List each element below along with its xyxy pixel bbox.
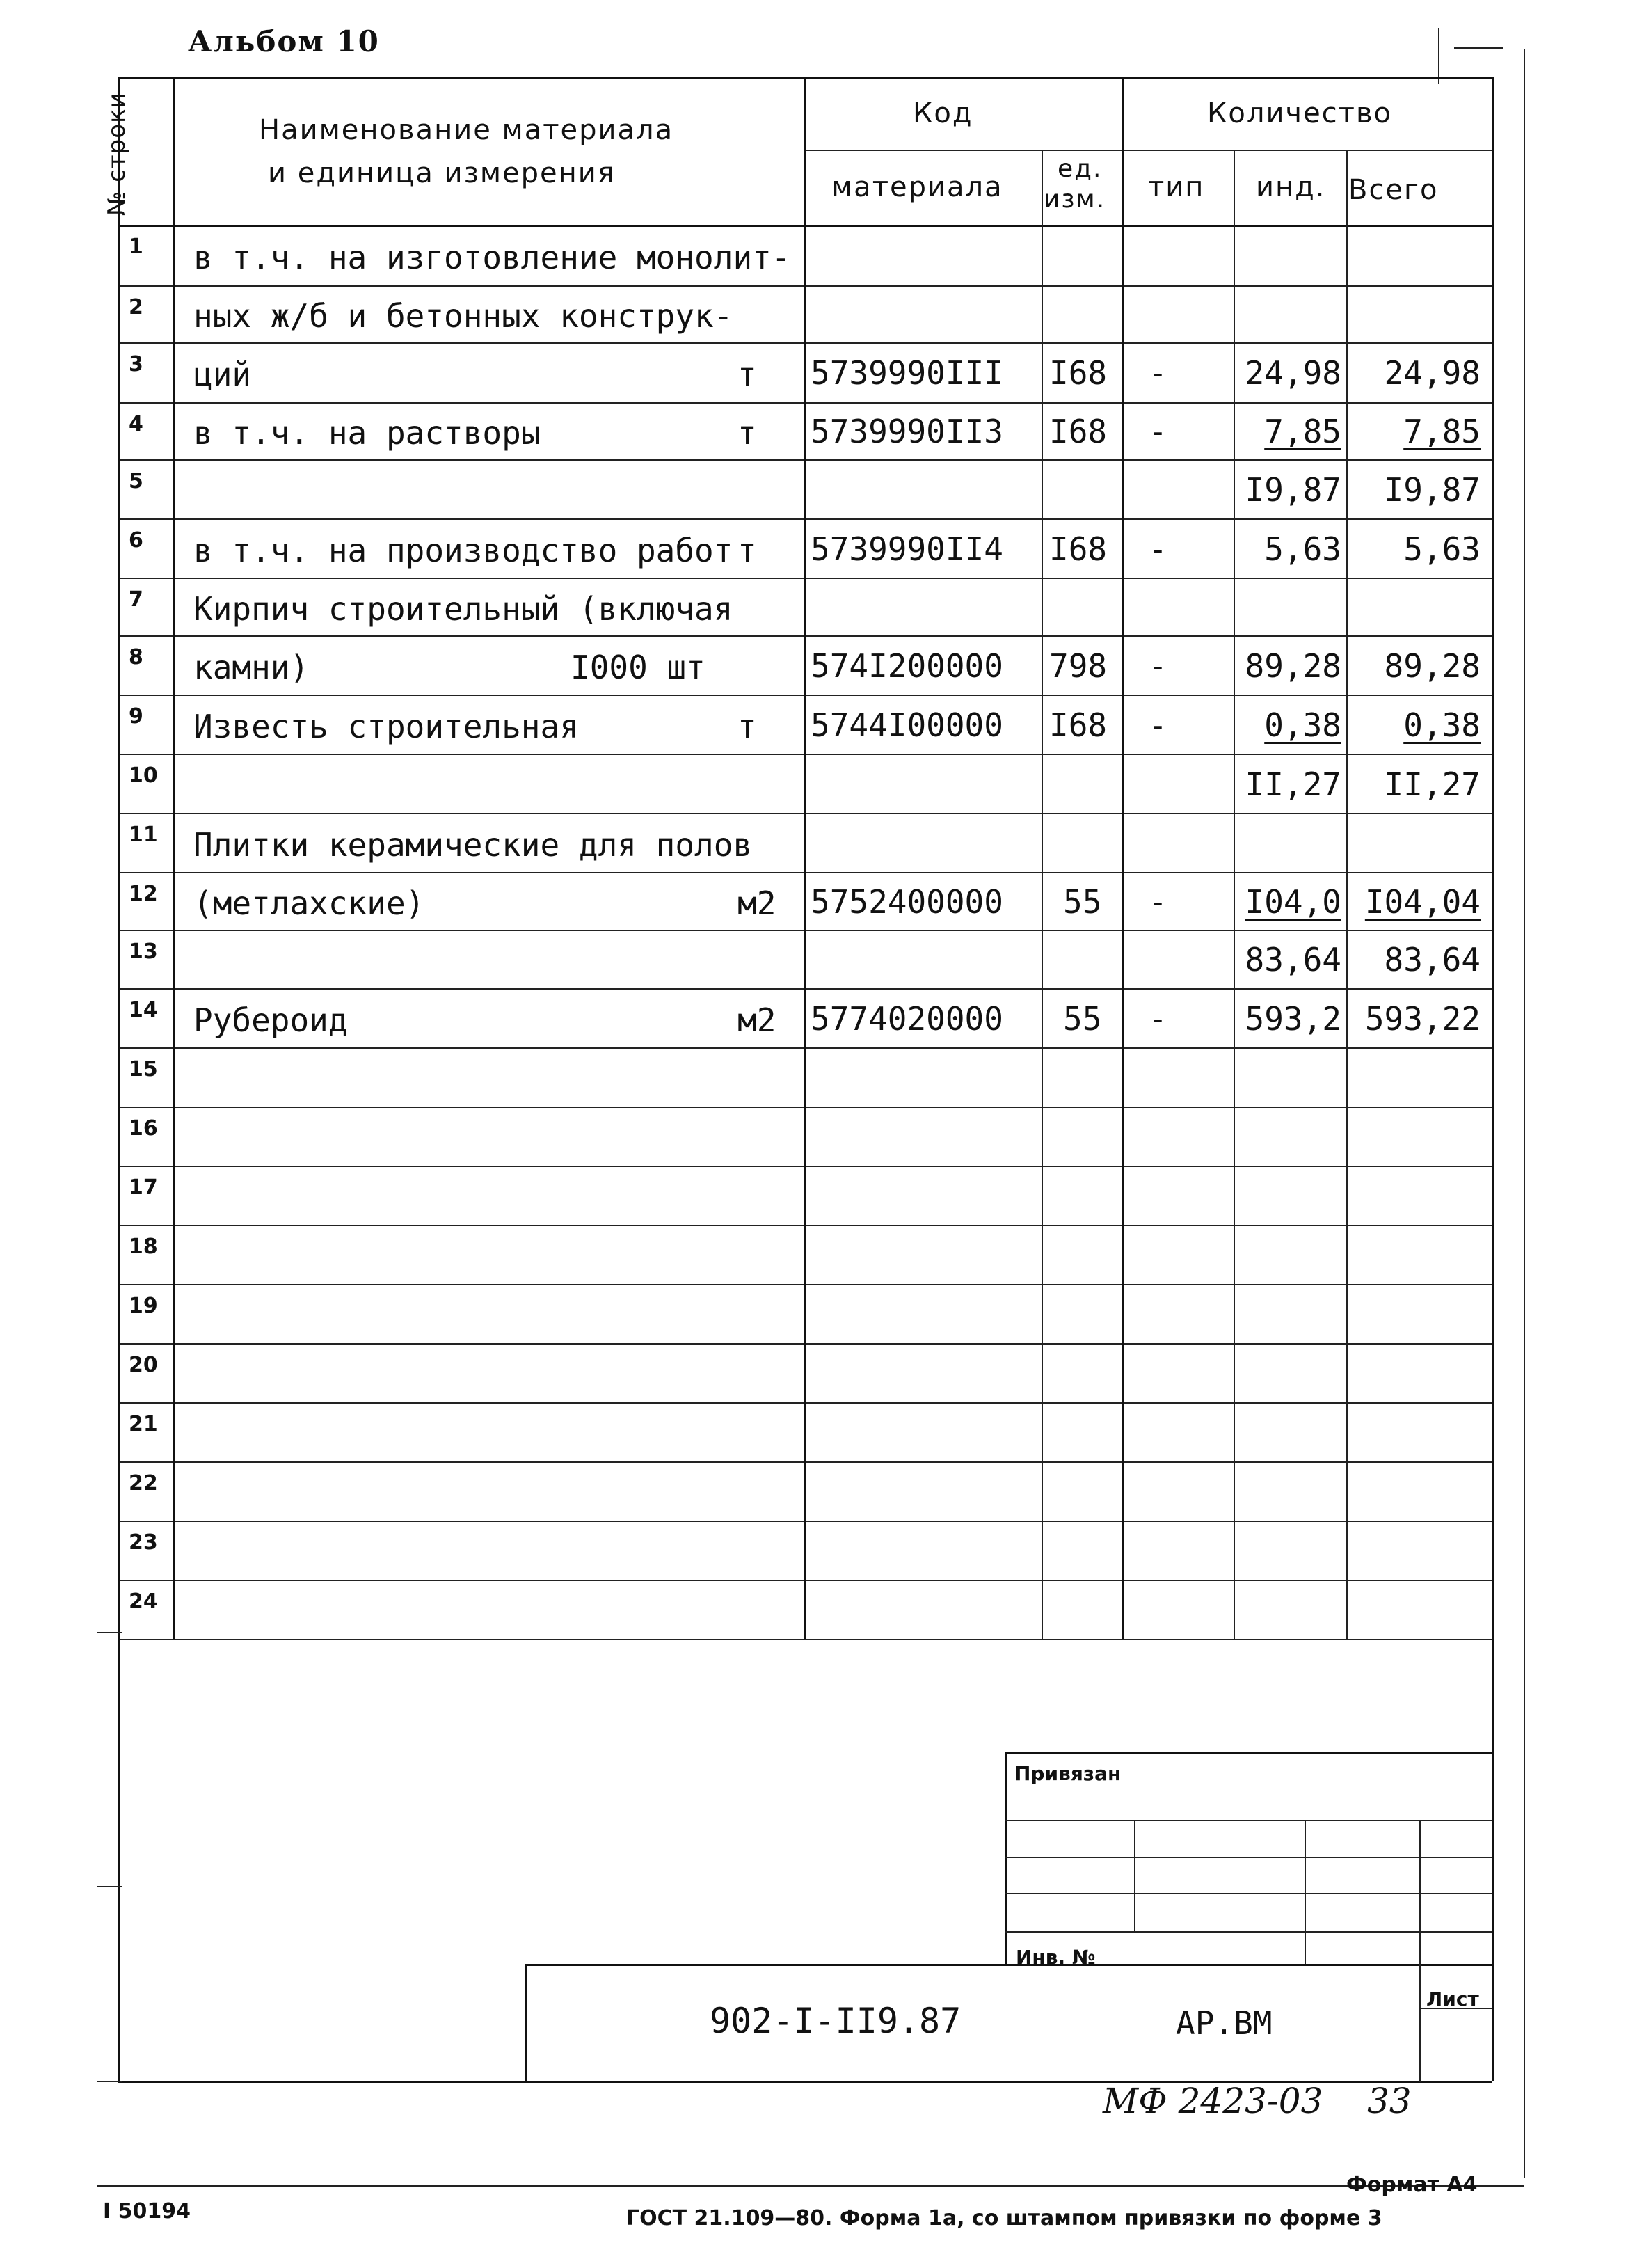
qty-ind: 593,2	[1245, 999, 1341, 1038]
outer-right-border	[1524, 49, 1525, 2178]
header-name-line2: и единица измерения	[268, 157, 616, 189]
material-name: камни)	[193, 648, 310, 686]
col-line-type	[1234, 150, 1235, 1639]
qty-ind: 5,63	[1264, 530, 1341, 568]
header-unit-l1: ед.	[1058, 154, 1103, 183]
qty-ind: 24,98	[1245, 354, 1341, 392]
footer-left-id: I 50194	[103, 2199, 191, 2223]
header-row-no: № строки	[103, 92, 131, 216]
footer-format: Формат А4	[1346, 2173, 1478, 2197]
stamp-col	[1305, 1820, 1306, 1964]
material-name: ций	[193, 356, 252, 393]
row-number: 7	[129, 587, 143, 612]
qty-ind: 89,28	[1245, 647, 1341, 685]
material-unit: т	[737, 531, 757, 569]
header-unit-l2: изм.	[1044, 185, 1106, 214]
row-number: 5	[129, 469, 143, 493]
margin-tick	[97, 1632, 122, 1633]
row-number: 4	[129, 412, 143, 436]
material-code: 5774020000	[811, 999, 1003, 1038]
qty-total: I9,87	[1384, 470, 1481, 509]
header-code-material: материала	[831, 171, 1003, 203]
title-block-left	[525, 1964, 527, 2082]
row-number: 10	[129, 763, 158, 788]
row-number: 3	[129, 352, 143, 376]
margin-tick	[97, 2081, 122, 2082]
material-code: 5752400000	[811, 882, 1003, 921]
footer-gost: ГОСТ 21.109—80. Форма 1а, со штампом привязки по форме 3	[626, 2206, 1382, 2230]
top-right-tick	[1454, 47, 1503, 49]
doc-code: 902-I-II9.87	[710, 2001, 962, 2041]
footer-left-id-value: 50194	[118, 2199, 191, 2223]
unit-code: I68	[1049, 354, 1108, 392]
inv-no-label: Инв. №	[1016, 1946, 1096, 1969]
album-header: Альбом 10	[188, 24, 380, 58]
margin-tick	[97, 1886, 122, 1887]
col-line-code	[1042, 150, 1043, 1639]
row-number: 18	[129, 1235, 158, 1259]
material-name: (метлахские)	[193, 884, 425, 922]
sheet-label: Лист	[1426, 1988, 1479, 2011]
header-qty-type: тип	[1148, 171, 1205, 203]
attached-label: Привязан	[1014, 1762, 1122, 1785]
qty-type: -	[1148, 530, 1167, 568]
material-name: ных ж/б и бетонных конструк-	[193, 297, 733, 335]
table-left-border	[118, 77, 120, 2081]
col-line-unit	[1122, 77, 1124, 1639]
col-line-name	[804, 77, 806, 1639]
unit-code: I68	[1049, 413, 1108, 450]
qty-type: -	[1148, 647, 1167, 685]
title-block-top	[525, 1964, 1492, 1966]
qty-ind: II,27	[1245, 765, 1341, 803]
row-number: 24	[129, 1589, 158, 1614]
qty-total: 24,98	[1384, 354, 1481, 392]
row-number: 16	[129, 1116, 158, 1141]
material-code: 5739990III	[811, 354, 1003, 392]
qty-total: 0,38	[1403, 706, 1481, 744]
header-code-group: Код	[913, 97, 973, 129]
material-unit: м2	[737, 1001, 776, 1039]
row-number: 19	[129, 1294, 158, 1318]
row-number: 6	[129, 528, 143, 553]
unit-code: I68	[1049, 706, 1108, 744]
unit-code: 55	[1063, 882, 1102, 921]
qty-type: -	[1148, 706, 1167, 744]
section-code: АР.ВМ	[1176, 2004, 1273, 2042]
qty-type: -	[1148, 354, 1167, 392]
qty-total: 7,85	[1403, 413, 1481, 450]
row-number: 20	[129, 1353, 158, 1377]
stamp-col	[1134, 1820, 1135, 1931]
unit-code: 798	[1049, 647, 1108, 685]
row-number: 15	[129, 1057, 158, 1081]
header-qty-total: Всего	[1348, 174, 1439, 206]
material-code: 5744I00000	[811, 706, 1003, 744]
col-line-ind	[1346, 150, 1348, 1639]
qty-total: 5,63	[1403, 530, 1481, 568]
material-name: Плитки керамические для полов	[193, 825, 753, 864]
qty-ind: 7,85	[1264, 413, 1341, 450]
handwritten-ref: МФ 2423-03	[1103, 2081, 1323, 2121]
row-number: 22	[129, 1471, 158, 1496]
qty-type: -	[1148, 882, 1167, 921]
material-name: в т.ч. на растворы	[193, 414, 541, 452]
material-unit: м2	[737, 884, 776, 922]
table-right-border	[1492, 77, 1494, 2081]
footer-rule	[97, 2185, 1524, 2187]
unit-code: 55	[1063, 999, 1102, 1038]
qty-total: II,27	[1384, 765, 1481, 803]
header-qty-group: Количество	[1207, 97, 1393, 129]
qty-ind: 0,38	[1264, 706, 1341, 744]
qty-type: -	[1148, 999, 1167, 1038]
row-number: 23	[129, 1530, 158, 1555]
material-unit: I000 шт	[571, 648, 705, 686]
material-code: 5739990II3	[811, 413, 1003, 450]
material-name: Кирпич строительный (включая	[193, 589, 733, 628]
material-name: в т.ч. на производство работ	[193, 531, 733, 569]
material-unit: т	[737, 356, 757, 393]
qty-type: -	[1148, 413, 1167, 450]
material-name: Рубероид	[193, 1001, 348, 1039]
header-split-line	[804, 150, 1492, 151]
col-line-no	[173, 77, 175, 1639]
material-code: 574I200000	[811, 647, 1003, 685]
material-code: 5739990II4	[811, 530, 1003, 568]
row-number: 17	[129, 1175, 158, 1200]
row-number: 21	[129, 1412, 158, 1436]
row-line	[118, 1639, 1492, 1640]
material-unit: т	[737, 707, 757, 745]
qty-ind: 83,64	[1245, 941, 1341, 978]
material-name: Известь строительная	[193, 707, 579, 745]
row-number: 12	[129, 882, 158, 906]
handwritten-page: 33	[1367, 2081, 1412, 2121]
qty-total: 593,22	[1364, 999, 1481, 1038]
qty-total: I04,04	[1364, 882, 1481, 921]
row-number: 2	[129, 295, 143, 319]
row-number: 11	[129, 823, 158, 847]
row-number: 14	[129, 998, 158, 1022]
title-block-sheet-sep	[1419, 1964, 1421, 2082]
qty-ind: I9,87	[1245, 470, 1341, 509]
material-unit: т	[737, 414, 757, 452]
top-right-border	[1438, 28, 1439, 84]
row-number: 13	[129, 939, 158, 964]
row-number: 8	[129, 645, 143, 669]
qty-ind: I04,0	[1245, 882, 1341, 921]
header-name-line1: Наименование материала	[259, 114, 674, 146]
qty-total: 89,28	[1384, 647, 1481, 685]
row-number: 1	[129, 235, 143, 259]
row-number: 9	[129, 704, 143, 729]
material-name: в т.ч. на изготовление монолит-	[193, 238, 791, 276]
header-qty-ind: инд.	[1256, 171, 1326, 203]
qty-total: 83,64	[1384, 941, 1481, 978]
stamp-top	[1005, 1752, 1492, 1754]
unit-code: I68	[1049, 530, 1108, 568]
stamp-col	[1419, 1820, 1421, 1964]
